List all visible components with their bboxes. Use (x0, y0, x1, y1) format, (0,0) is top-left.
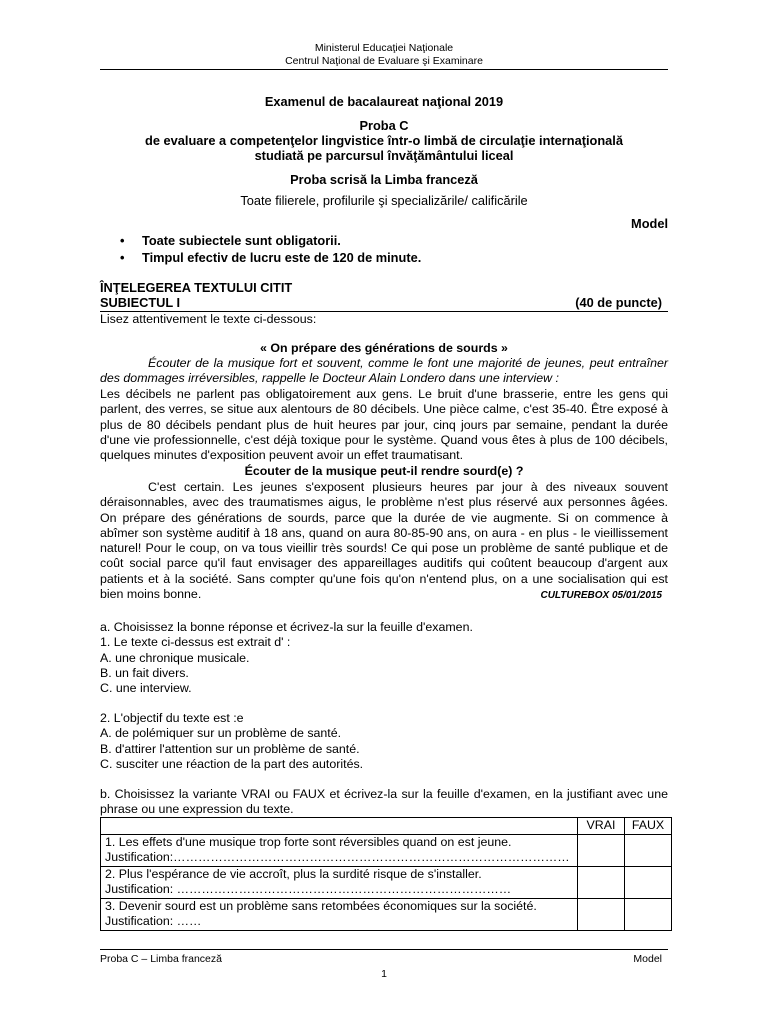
true-false-table (100, 817, 672, 931)
part-b-instruction: b. Choisissez la variante VRAI ou FAUX et écrivez-la sur la feuille d'examen, en la justifiant avec une phrase ou une expression du texte. (100, 787, 668, 817)
instructions-list (120, 232, 421, 266)
question-2 (100, 711, 668, 772)
ministry-name: Ministerul Educaţiei Naţionale (314, 42, 454, 54)
footer-divider (100, 949, 668, 950)
question-1-option: A. une chronique musicale. (100, 650, 250, 665)
subject-title: SUBIECTUL I (100, 295, 181, 310)
footer-left: Proba C – Limba franceză (100, 953, 222, 965)
instruction-item: • Toate subiectele sunt obligatorii. (120, 232, 421, 249)
justification-line: Justification: …… (105, 914, 202, 928)
exam-title: Examenul de bacalaureat naţional 2019 (264, 94, 504, 109)
table-row (101, 834, 672, 866)
question-1-option: B. un fait divers. (100, 665, 189, 680)
table-header-blank (101, 818, 578, 835)
question-2-option: C. susciter une réaction de la part des autorités. (100, 756, 364, 771)
section-heading (100, 280, 668, 310)
section-title: ÎNŢELEGEREA TEXTULUI CITIT (100, 280, 293, 295)
question-1-option: C. une interview. (100, 681, 192, 696)
col-vrai: VRAI (578, 818, 625, 835)
vrai-cell (578, 834, 625, 866)
statement-text: 3. Devenir sourd est un problème sans retombées économiques sur la société. (105, 898, 537, 913)
proba-title (100, 118, 668, 163)
subject-points: (40 de puncte) (575, 295, 662, 310)
text-paragraph-2: C'est certain. Les jeunes s'exposent plusieurs heures par jour à des niveaux souvent déraisonnables, avec des traumatismes aigus, le problème n'est plus réservé aux personnes âgées. On prépare des générations de sourds, parce que la durée de vie augmente. Si on commence à abîmer son système auditif à 18 ans, quand on aura 80-85-90 ans, on aura - en plus - le vieillissement naturel! Pour le coup, on va tous vieillir très sourds! Ce qui pose un problème de santé publique et de coût social parce qu'il faut envisager des appareillages auditifs qui coûtent beaucoup d'argent aux patients et à la société. Sans compter qu'une fois qu'on n'entend plus, on a une socialisation qui est bien moins bonne. (100, 480, 668, 602)
vrai-cell (578, 898, 625, 930)
proba-desc-2: studiată pe parcursul învăţământului liceal (254, 148, 514, 163)
part-a (100, 620, 668, 696)
question-2-stem: 2. L'objectif du texte est :e (100, 711, 244, 725)
part-a-instruction: a. Choisissez la bonne réponse et écrivez-la sur la feuille d'examen. (100, 620, 473, 634)
text-question: Écouter de la musique peut-il rendre sourd(e) ? (244, 464, 524, 478)
ministry-header (0, 42, 768, 68)
text-paragraph-1: Les décibels ne parlent pas obligatoirement aux gens. Le bruit d'une brasserie, entre les gens qui parlent, des verres, se situe aux alentours de 80 décibels. Une pièce calme, c'est 35-40. Être exposé à plus de 80 décibels pendant plus de huit heures par jour, cinq jours par semaine, pendant la durée d'une vie professionnelle, c'est déjà toxique pour le système. Quand vous êtes à plus de 100 décibels, quelques minutes d'exposition peuvent avoir un effet traumatisant. (100, 387, 668, 463)
statement-text: 2. Plus l'espérance de vie accroît, plus la surdité risque de s'installer. (105, 866, 482, 881)
statement-cell (101, 834, 578, 866)
question-2-option: B. d'attirer l'attention sur un problème de santé. (100, 741, 360, 756)
question-1-stem: 1. Le texte ci-dessus est extrait d' : (100, 635, 291, 650)
center-name: Centrul Naţional de Evaluare şi Examinare (285, 55, 483, 67)
filiere-line: Toate filierele, profilurile şi specializările/ calificările (240, 193, 528, 208)
page-number: 1 (381, 968, 387, 980)
table-row (101, 898, 672, 930)
instruction-item: • Timpul efectiv de lucru este de 120 de minute. (120, 249, 421, 266)
table-header-row (101, 818, 672, 835)
faux-cell (625, 898, 672, 930)
footer-right: Model (633, 953, 662, 965)
statement-cell (101, 898, 578, 930)
col-faux: FAUX (625, 818, 672, 835)
proba-scrisa: Proba scrisă la Limba franceză (290, 172, 478, 187)
justification-line: Justification: ……………………………………………………………………… (105, 882, 512, 896)
text-intro: Écouter de la musique fort et souvent, comme le font une majorité de jeunes, peut entraîner des dommages irréversibles, rappelle le Docteur Alain Londero dans une interview : (100, 356, 668, 386)
statement-cell (101, 866, 578, 898)
header-divider (100, 69, 668, 70)
text-title: « On prépare des générations de sourds » (260, 341, 508, 355)
faux-cell (625, 866, 672, 898)
justification-line: Justification:…………………………………………………………………………………… (105, 850, 570, 864)
text-source: CULTUREBOX 05/01/2015 (540, 590, 662, 601)
reading-lead: Lisez attentivement le texte ci-dessous: (100, 312, 317, 326)
proba-label: Proba C (359, 118, 409, 133)
model-label: Model (631, 216, 668, 231)
vrai-cell (578, 866, 625, 898)
proba-desc-1: de evaluare a competenţelor lingvistice într-o limbă de circulaţie internaţională (145, 133, 623, 148)
statement-text: 1. Les effets d'une musique trop forte sont réversibles quand on est jeune. (105, 834, 512, 849)
table-row (101, 866, 672, 898)
question-2-option: A. de polémiquer sur un problème de santé. (100, 726, 342, 741)
faux-cell (625, 834, 672, 866)
